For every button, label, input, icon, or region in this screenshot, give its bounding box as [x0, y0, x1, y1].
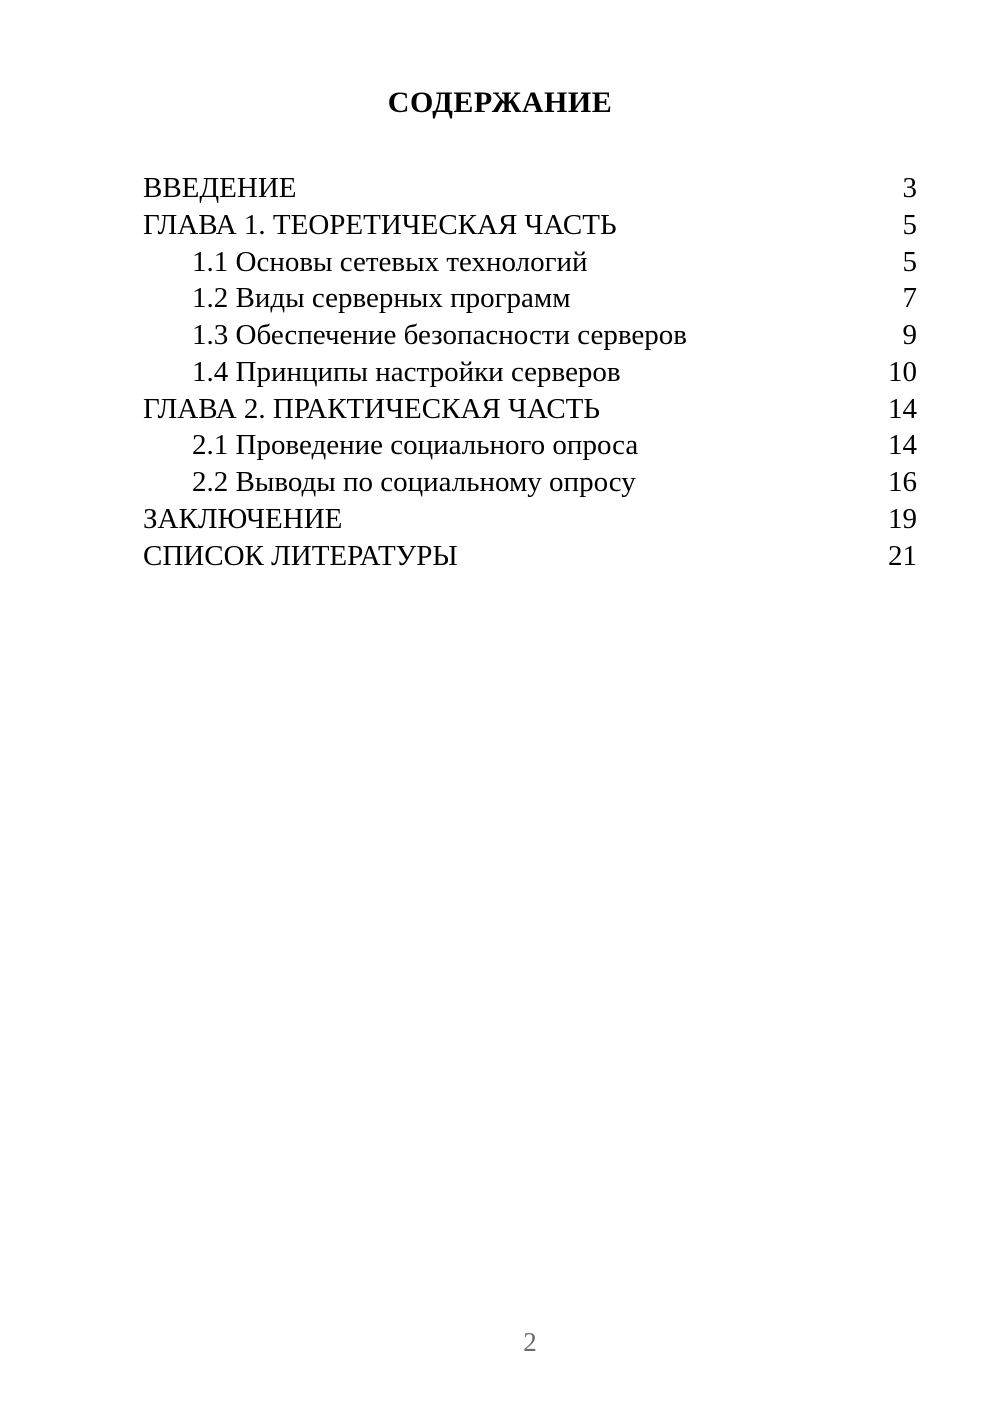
- toc-entry: [143, 464, 917, 501]
- toc-entry-label: 1.1 Основы сетевых технологий: [192, 245, 588, 278]
- toc-entry-page: 7: [902, 282, 917, 315]
- toc-entry-label: 2.2 Выводы по социальному опросу: [192, 466, 636, 498]
- toc-entry: [143, 280, 917, 317]
- toc-entry-page: 5: [902, 208, 917, 241]
- toc-entry: [143, 317, 917, 354]
- toc-entry-label: ВВЕДЕНИЕ: [143, 172, 297, 204]
- toc-entry-page: 14: [888, 392, 917, 425]
- toc-entry: [143, 244, 917, 281]
- toc-entry: [143, 170, 917, 207]
- toc-entry-label: 1.4 Принципы настройки серверов: [192, 355, 621, 388]
- toc-entry-label: ЗАКЛЮЧЕНИЕ: [143, 502, 343, 535]
- toc-entry-label: 1.3 Обеспечение безопасности серверов: [192, 319, 687, 351]
- toc-entry-page: 9: [902, 319, 917, 351]
- toc-entry-label: ГЛАВА 1. ТЕОРЕТИЧЕСКАЯ ЧАСТЬ: [143, 208, 617, 241]
- toc-entry-page: 3: [902, 172, 917, 204]
- page-title: СОДЕРЖАНИЕ: [387, 86, 613, 119]
- toc-entry: [143, 427, 917, 464]
- toc-entry-label: 2.1 Проведение социального опроса: [192, 429, 639, 462]
- toc-entry: [143, 354, 917, 391]
- toc-entry-label: 1.2 Виды серверных программ: [192, 282, 571, 315]
- toc-entry-page: 21: [888, 539, 917, 572]
- toc-entry: [143, 501, 917, 538]
- toc-entry-page: 16: [888, 466, 917, 498]
- toc-entry-page: 19: [888, 502, 917, 535]
- toc-entry-label: ГЛАВА 2. ПРАКТИЧЕСКАЯ ЧАСТЬ: [143, 392, 601, 425]
- page-number: 2: [523, 1327, 537, 1357]
- toc-entry: [143, 391, 917, 428]
- toc-entry: [143, 207, 917, 244]
- toc-entry: [143, 538, 917, 575]
- toc-entry-page: 10: [888, 355, 917, 388]
- toc-entry-page: 14: [888, 429, 917, 462]
- toc-entry-label: СПИСОК ЛИТЕРАТУРЫ: [143, 539, 458, 572]
- toc-list: [143, 170, 917, 574]
- toc-entry-page: 5: [902, 245, 917, 278]
